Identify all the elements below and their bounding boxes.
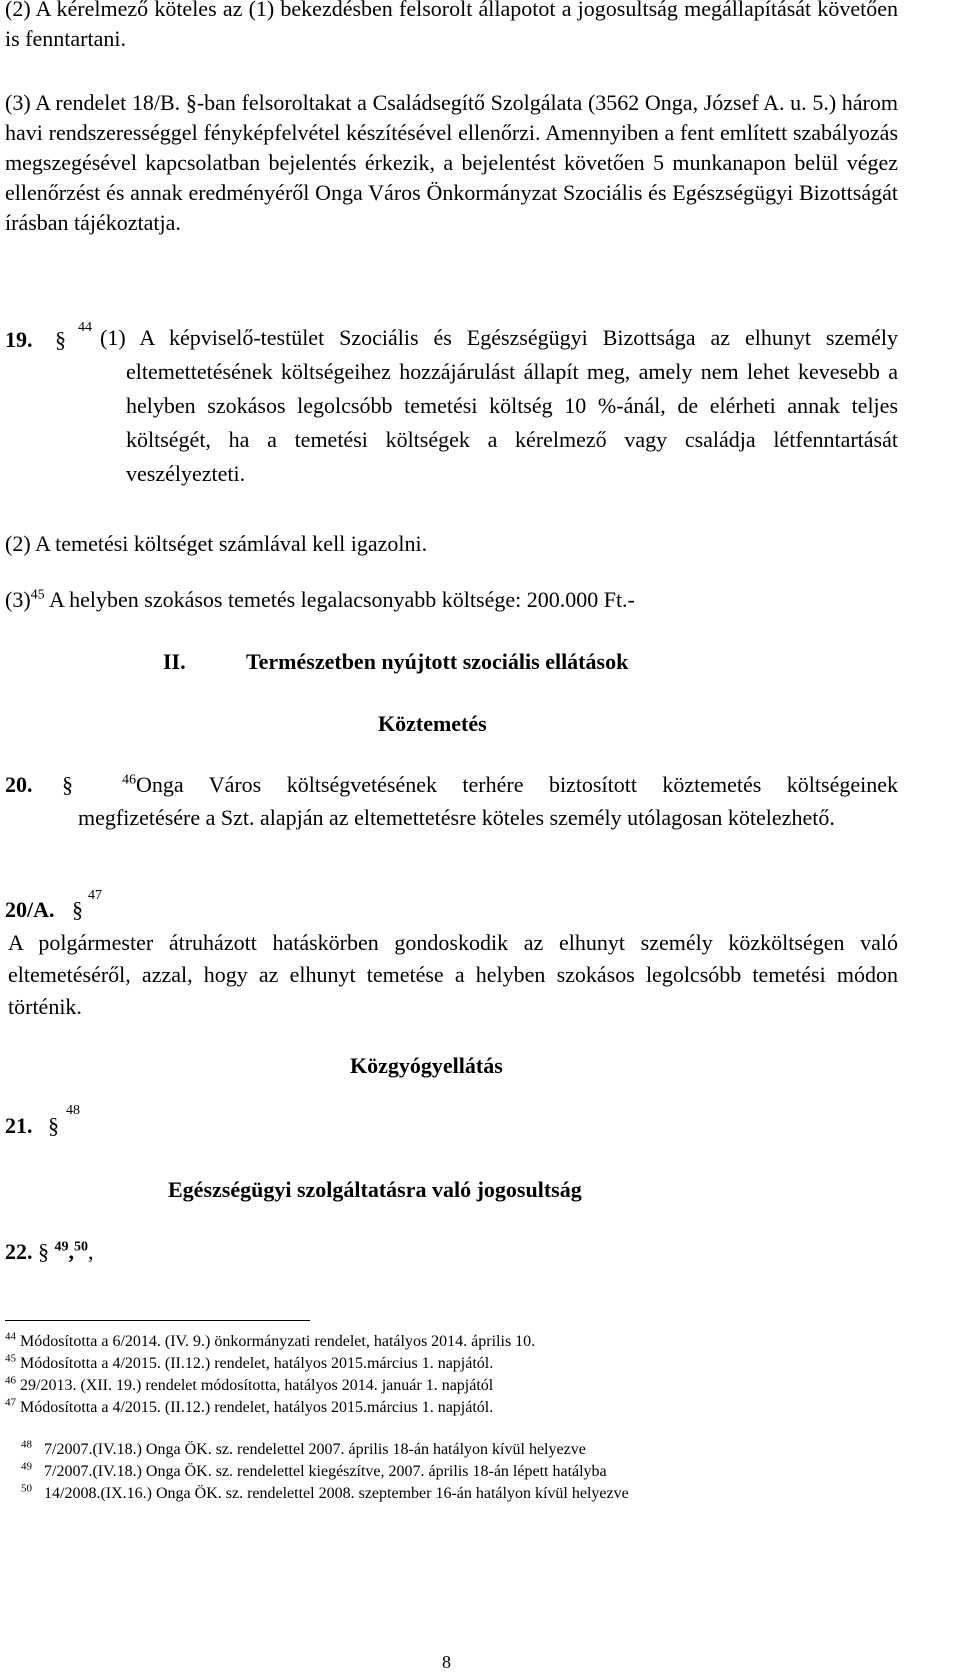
footnote-number: 46: [5, 1374, 16, 1387]
section-19-text: (1) A képviselő-testület Szociális és Egészségügyi Bizottsága az elhunyt személy eltemettetésének költségeihez hozzájárulást állapít meg, amely nem lehet kevesebb a helyben szokásos legolcsóbb temetési költség 10 %-ánál, de elérheti annak teljes költségét, ha a temetési költségek a kérelmező vagy családja létfenntartását veszélyezteti.: [100, 325, 898, 486]
footnote-ref-49: 49: [54, 1239, 69, 1255]
footnote-number: 49: [21, 1460, 32, 1473]
section-19-sign: [55, 325, 66, 355]
footnote-ref-47: 47: [88, 888, 102, 903]
footnote-44: [5, 1332, 535, 1352]
page-number: 8: [442, 1652, 451, 1672]
paragraph-3-text: A helyben szokásos temetés legalacsonyabb költsége: 200.000 Ft.-: [48, 587, 635, 612]
section-21-number: 21.: [5, 1113, 33, 1138]
footnote-text: Módosította a 6/2014. (IV. 9.) önkormányzati rendelet, hatályos 2014. április 10.: [20, 1333, 536, 1350]
footnote-number: 44: [5, 1330, 16, 1343]
footnote-46: [5, 1376, 493, 1396]
chapter-title: Természetben nyújtott szociális ellátások: [246, 649, 629, 674]
footnote-text: 7/2007.(IV.18.) Onga ÖK. sz. rendelettel 2007. április 18-án hatályon kívül helyezve: [36, 1441, 586, 1458]
section-20a-number: 20/A.: [5, 897, 55, 922]
section-19-number: 19.: [5, 327, 33, 352]
footnote-45: [5, 1354, 493, 1374]
section-22-tail: ,: [88, 1239, 94, 1264]
section-20a-sign: §: [72, 897, 83, 922]
section-19-paragraph-2: (2) A temetési költséget számlával kell igazolni.: [5, 531, 428, 556]
footnote-number: 47: [5, 1396, 16, 1409]
footnote-ref-48: 48: [66, 1103, 80, 1118]
footnote-47: [5, 1398, 493, 1418]
section-22-separator: ,: [68, 1239, 74, 1264]
paragraph-3: (3) A rendelet 18/B. §-ban felsoroltakat a Családsegítő Szolgálata (3562 Onga, József A. u. 5.) három havi rendszerességgel fényképfelvétel készítésével ellenőrzi. Amennyiben a fent említett szabályozás megszegésével kapcsolatban bejelentés érkezik, a bejelentést követően 5 munkanapon belül végez ellenőrzést és annak eredményéről Onga Város Önkormányzat Szociális és Egészségügyi Bizottságát írásban tájékoztatja.: [5, 90, 898, 235]
footnote-ref-44: 44: [78, 320, 92, 335]
subheading-kozgyogyellatas: Közgyógyellátás: [350, 1053, 503, 1078]
footnote-number: 45: [5, 1352, 16, 1365]
section-20-text: [78, 768, 898, 834]
section-22-number: 22.: [5, 1239, 33, 1264]
footnote-50: [5, 1464, 629, 1524]
section-20-sign: §: [62, 772, 73, 797]
section-sign: §: [55, 327, 66, 352]
footnote-text: Módosította a 4/2015. (II.12.) rendelet, hatályos 2015.március 1. napjától.: [20, 1355, 494, 1372]
footnote-ref-46: 46: [122, 772, 136, 788]
footnote-ref-45: 45: [30, 587, 45, 603]
footnote-ref-50: 50: [74, 1239, 88, 1255]
footnote-number: 48: [21, 1438, 32, 1451]
section-22-sign: §: [38, 1239, 49, 1264]
subheading-koztemetes: Köztemetés: [378, 711, 487, 736]
footnote-text: 29/2013. (XII. 19.) rendelet módosította, hatályos 2014. január 1. napjától: [20, 1377, 494, 1394]
footnote-text: 14/2008.(IX.16.) Onga ÖK. sz. rendelettel 2008. szeptember 16-án hatályon kívül helyezve: [36, 1485, 629, 1502]
footnote-text: 7/2007.(IV.18.) Onga ÖK. sz. rendelettel kiegészítve, 2007. április 18-án lépett hatályba: [36, 1463, 607, 1480]
section-19-paragraph-3: [5, 585, 635, 615]
section-22-line: [5, 1237, 94, 1267]
footnote-separator: [5, 1320, 310, 1321]
subheading-egeszsegugyi: Egészségügyi szolgáltatásra való jogosultság: [168, 1177, 582, 1202]
section-20-body: Onga Város költségvetésének terhére biztosított köztemetés költségeinek megfizetésére a Szt. alapján az eltemettetésre köteles személy utólagosan kötelezhető.: [78, 772, 898, 830]
section-21-sign: §: [48, 1113, 59, 1138]
chapter-roman-numeral: II.: [163, 649, 186, 674]
section-20a-text: A polgármester átruházott hatáskörben gondoskodik az elhunyt személy közköltségen való eltemetéséről, azzal, hogy az elhunyt temetése a helyben szokásos legolcsóbb temetési módon történik.: [8, 930, 898, 1019]
paragraph-2: (2) A kérelmező köteles az (1) bekezdésben felsorolt állapotot a jogosultság megállapítását követően is fenntartani.: [5, 0, 898, 51]
footnote-number: 50: [21, 1482, 32, 1495]
section-20-number: 20.: [5, 772, 33, 797]
footnote-text: Módosította a 4/2015. (II.12.) rendelet, hatályos 2015.március 1. napjától.: [20, 1399, 494, 1416]
paragraph-3-prefix: (3): [5, 587, 31, 612]
